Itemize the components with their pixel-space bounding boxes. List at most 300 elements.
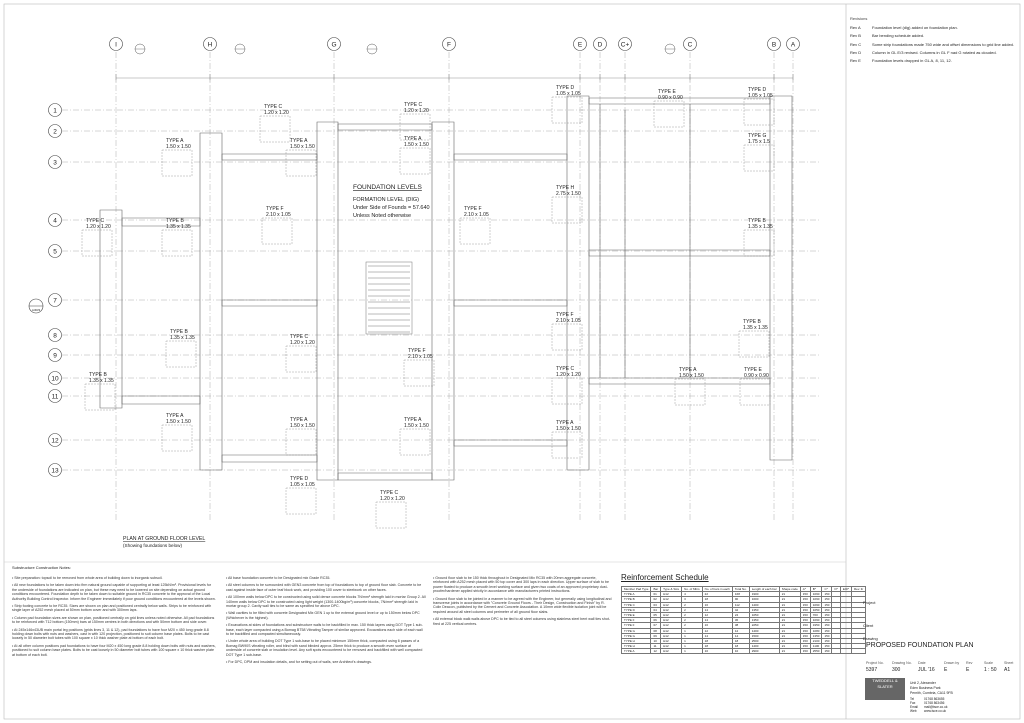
pad-foundation xyxy=(376,490,406,528)
schedule-header-cell: Type & Size xyxy=(661,587,682,592)
schedule-cell: TYPE H xyxy=(622,638,651,643)
revision-id: Rev A xyxy=(850,25,861,31)
schedule-cell: H12 xyxy=(661,592,682,597)
schedule-cell: 21 xyxy=(779,628,800,633)
strip-foundation xyxy=(432,122,454,480)
firm-contact-label: Fax xyxy=(910,701,916,705)
notes-column-3 xyxy=(433,576,613,629)
grid-row-label: 9 xyxy=(53,352,57,360)
schedule-cell: 1400 xyxy=(749,628,779,633)
schedule-header-cell: E/R* xyxy=(840,587,851,592)
schedule-cell: 2100 xyxy=(810,638,822,643)
grid-row-label: 12 xyxy=(51,437,59,445)
schedule-cell: 18 xyxy=(702,644,732,649)
schedule-cell: 150 xyxy=(800,607,810,612)
grid-row-label: 13 xyxy=(51,467,59,475)
schedule-cell: H12 xyxy=(661,602,682,607)
title-block-label: Date xyxy=(918,661,926,665)
firm-contact-label: Tel xyxy=(910,697,915,701)
schedule-header-cell: Shape code xyxy=(779,587,800,592)
schedule-cell: 21 xyxy=(779,623,800,628)
pad-type-label: TYPE A xyxy=(404,417,422,423)
schedule-cell: 02 xyxy=(651,597,661,602)
pad-foundation xyxy=(162,218,192,256)
pad-foundation xyxy=(286,334,316,372)
schedule-cell: 1400 xyxy=(749,602,779,607)
grid-row-label: 11 xyxy=(51,393,59,401)
grid-col-label: E xyxy=(577,41,583,49)
schedule-cell: 21 xyxy=(779,602,800,607)
schedule-cell: H12 xyxy=(661,633,682,638)
schedule-cell: 04 xyxy=(651,607,661,612)
grid-row-label: 2 xyxy=(53,128,57,136)
schedule-header-cell: Bar xyxy=(651,587,661,592)
pad-type-label: TYPE C xyxy=(404,102,423,108)
reinforcement-schedule-table xyxy=(621,586,866,654)
grid-col-label: F xyxy=(447,41,451,49)
pad-type-label: TYPE B xyxy=(89,372,107,378)
grid-row-label: 3 xyxy=(53,159,57,167)
pad-size-label: 0.90 x 0.90 xyxy=(658,95,683,101)
pad-foundation xyxy=(262,206,292,244)
schedule-cell: 1090 xyxy=(810,618,822,623)
schedule-cell: 14 xyxy=(732,633,749,638)
schedule-cell: 18 xyxy=(702,597,732,602)
schedule-cell: TYPE E xyxy=(622,612,651,617)
pad-size-label: 1.20 x 1.20 xyxy=(290,340,315,346)
revision-text: Column in GL E/3 revised. Columns in GL F nad G rotated as clouded. xyxy=(872,49,997,55)
grid-col-label: B xyxy=(771,41,777,49)
firm-contact-value: 01768 863456 xyxy=(924,701,945,705)
schedule-cell: 1 xyxy=(682,628,703,633)
schedule-cell: 42 xyxy=(732,607,749,612)
strip-foundation xyxy=(200,133,222,470)
schedule-header-cell: A* xyxy=(800,587,810,592)
notes-title: Substructure Construction Notes: xyxy=(12,565,71,570)
pad-foundation xyxy=(400,136,430,174)
schedule-cell: 1100 xyxy=(810,644,822,649)
firm-name: TWEDDELL & SLATER xyxy=(872,678,898,689)
schedule-cell: 150 xyxy=(800,623,810,628)
schedule-cell: 14 xyxy=(702,618,732,623)
pad-type-label: TYPE B xyxy=(748,218,766,224)
schedule-cell xyxy=(832,649,840,654)
grid-col-label: H xyxy=(207,41,213,49)
pad-foundation xyxy=(166,329,196,367)
grid-col-label: A xyxy=(790,41,796,49)
revision-text: Some strip foundations made 750 wide and offset dimensions to grid line added. xyxy=(872,41,1015,47)
schedule-cell: 150 xyxy=(822,607,832,612)
plan-subtitle: (Showing foundations below) xyxy=(123,543,182,548)
schedule-cell: 09 xyxy=(651,633,661,638)
schedule-cell: 18 xyxy=(732,644,749,649)
schedule-cell: TYPE G xyxy=(622,628,651,633)
schedule-cell: 1050 xyxy=(810,607,822,612)
schedule-cell: 150 xyxy=(822,623,832,628)
strip-foundation xyxy=(222,154,317,160)
pad-size-label: 0.90 x 0.90 xyxy=(744,373,769,379)
title-block-value: 1 : 50 xyxy=(984,667,997,673)
pad-type-label: TYPE A xyxy=(404,136,422,142)
project-label: Project xyxy=(863,600,876,605)
title-block-label: Rev xyxy=(966,661,973,665)
construction-note: • Ground floor slab to be jointed in a manner to be agreed with the Engineer, but generally using longitudinal and transverse joints in accordance with "Concrete Ground Floors - Their Design, Construction and Finish" by R. Colin Deacon, published by the Cement and Concrete Association. A 10mm wide flexible isolation joint will be required around all steel columns and perimeter of all ground floor slabs. xyxy=(433,596,612,614)
construction-note: • Wall cavities to be filled with concrete Designated Mix GEN 1 up to the external ground level or up to 150mm below DPC (Whichever is the highest). xyxy=(226,611,420,620)
firm-address-line: Eden Business Park xyxy=(910,686,941,690)
grid-row-label: 7 xyxy=(53,297,57,305)
schedule-cell: 11 xyxy=(651,644,661,649)
pad-size-label: 1.35 x 1.35 xyxy=(89,378,114,384)
strip-foundation xyxy=(338,124,432,130)
firm-contact-value: 01768 863655 xyxy=(924,697,945,701)
schedule-cell: 4 xyxy=(682,592,703,597)
schedule-cell: 12 xyxy=(732,628,749,633)
pad-type-label: TYPE D xyxy=(556,85,575,91)
pad-type-label: TYPE F xyxy=(266,206,284,212)
schedule-cell: 1500 xyxy=(749,633,779,638)
schedule-cell: 1900 xyxy=(749,592,779,597)
pad-foundation xyxy=(400,417,430,455)
pad-size-label: 1.50 x 1.50 xyxy=(679,373,704,379)
pad-type-label: TYPE A xyxy=(290,417,308,423)
schedule-cell: 112 xyxy=(732,602,749,607)
pad-type-label: TYPE A xyxy=(166,138,184,144)
schedule-cell: TYPE F xyxy=(622,618,651,623)
construction-note: • At all other column positions pad foundations to have four M20 x 450 long grade 8.8 holding down bolts with nuts and washers, positioned to suit column base plates. Bolts to be cast loosely in 50 diameter bolt tubes with 100 square x 10 thick washer plate at bottom of each bolt. xyxy=(12,643,216,657)
pad-size-label: 1.35 x 1.35 xyxy=(743,325,768,331)
title-block-value: A1 xyxy=(1004,667,1011,673)
schedule-cell: H12 xyxy=(661,612,682,617)
construction-note: • Site preparation: topsoil to be removed from whole area of building down to inorganic subsoil. xyxy=(12,576,163,580)
schedule-cell: 18 xyxy=(702,638,732,643)
schedule-cell: 21 xyxy=(779,607,800,612)
pad-foundation xyxy=(460,206,490,244)
revision-id: Rev D xyxy=(850,49,862,55)
pad-foundation xyxy=(260,104,290,142)
pad-foundation xyxy=(744,87,774,125)
strip-foundation xyxy=(770,96,792,460)
firm-contact-value: mail@tsce.co.uk xyxy=(924,705,948,709)
pad-foundation xyxy=(739,319,769,357)
grid-col-label: D xyxy=(597,41,603,49)
pad-foundation xyxy=(82,218,112,256)
schedule-cell: 05 xyxy=(651,612,661,617)
grid-col-label: C xyxy=(687,41,693,49)
revisions-list xyxy=(850,25,1020,63)
schedule-cell: TYPE B xyxy=(622,597,651,602)
schedule-cell: 150 xyxy=(822,602,832,607)
schedule-cell: 150 xyxy=(800,592,810,597)
revision-row xyxy=(850,50,1020,55)
revision-row xyxy=(850,42,1020,47)
schedule-cell: 22 xyxy=(702,592,732,597)
schedule-cell: 150 xyxy=(822,628,832,633)
schedule-cell: TYPE F xyxy=(622,623,651,628)
schedule-cell xyxy=(851,649,865,654)
schedule-cell: 3 xyxy=(682,597,703,602)
schedule-cell: 1050 xyxy=(749,612,779,617)
schedule-cell: 03 xyxy=(651,602,661,607)
revision-text: Bar bending schedule added. xyxy=(872,33,925,39)
schedule-cell: 14 xyxy=(702,607,732,612)
schedule-cell: 07 xyxy=(651,623,661,628)
schedule-cell: 150 xyxy=(822,644,832,649)
foundation-levels-heading: FOUNDATION LEVELS xyxy=(353,184,422,191)
schedule-cell: 150 xyxy=(822,597,832,602)
schedule-cell: H12 xyxy=(661,607,682,612)
pad-foundation xyxy=(654,89,684,127)
revisions-header: Revisions xyxy=(850,16,868,21)
schedule-cell: 2 xyxy=(682,607,703,612)
schedule-cell: 1090 xyxy=(810,592,822,597)
pad-type-label: TYPE G xyxy=(748,133,767,139)
pad-size-label: 2.75 x 1.50 xyxy=(556,191,581,197)
schedule-cell: TYPE A xyxy=(622,649,651,654)
schedule-cell: 2900 xyxy=(749,649,779,654)
strip-foundation xyxy=(454,154,567,160)
schedule-cell: 1350 xyxy=(749,618,779,623)
pad-foundation xyxy=(400,102,430,140)
schedule-cell: 150 xyxy=(822,618,832,623)
construction-note: • Ground floor slab to be 150 thick throughout in Designated Mix RC35 with 20mm aggregate concrete, reinforced with A252 mesh placed with 50 top cover and 300 laps in each direction. Upper surface of slab to be power floated to produce a smooth level working surface and given two coats of an approved proprietary dust-proofer/hardener applied strictly in accordance with manufacturers printed instructions. xyxy=(433,576,609,594)
pad-foundation xyxy=(404,348,434,386)
schedule-cell: 150 xyxy=(800,638,810,643)
pad-type-label: TYPE C xyxy=(380,490,399,496)
schedule-cell: 08 xyxy=(651,628,661,633)
construction-note: • All external block walk walls above DPC to be tied to all steel columns using stainless steel bent wall ties shot-fired at 225 vertical centres. xyxy=(433,617,611,626)
grid-col-label: I xyxy=(115,41,117,49)
pad-type-label: TYPE A xyxy=(290,138,308,144)
schedule-cell: H12 xyxy=(661,644,682,649)
notes-column-1 xyxy=(12,576,217,660)
schedule-cell xyxy=(840,649,851,654)
pad-size-label: 1.05 x 1.05 xyxy=(748,93,773,99)
revision-row xyxy=(850,25,1020,30)
schedule-cell: 150 xyxy=(800,602,810,607)
pad-type-label: TYPE C xyxy=(86,218,105,224)
schedule-cell: 14 xyxy=(702,633,732,638)
grid-row-label: 5 xyxy=(53,248,57,256)
pad-foundation xyxy=(286,138,316,176)
pad-size-label: 1.50 x 1.50 xyxy=(290,144,315,150)
revision-text: Foundation levels dropped in GL A, 8, 11, 12. xyxy=(872,58,952,64)
grid-col-label: C+ xyxy=(620,41,630,49)
pad-type-label: TYPE F xyxy=(408,348,426,354)
schedule-cell: 21 xyxy=(779,618,800,623)
construction-note: • At 245x146x43UB main portal leg positions (grids lines 3, 11 & 12), pad foundations to have four M20 x 450 long grade 8.8 holding down bolts with nuts and washers, cast in with 120 projection, positioned to suit column base plates. Bolts to be cast loosely in 50 diameter bolt tubes with 100 square x 10 thick washer plate at bottom of each bolt. xyxy=(12,627,210,641)
title-block-value: E xyxy=(966,667,970,673)
pad-type-label: TYPE A xyxy=(556,420,574,426)
section-marker xyxy=(29,299,43,313)
schedule-cell: 21 xyxy=(779,638,800,643)
revision-row xyxy=(850,58,1020,63)
revision-text: Foundation level (dig) added on foundation plan. xyxy=(872,25,958,31)
strip-foundation xyxy=(222,455,317,462)
revision-id: Rev B xyxy=(850,33,861,39)
grid-row-label: 1 xyxy=(53,107,57,115)
schedule-cell: 21 xyxy=(779,597,800,602)
schedule-cell: 21 xyxy=(779,633,800,638)
pad-type-label: TYPE A xyxy=(679,367,697,373)
schedule-cell: TYPE C xyxy=(622,602,651,607)
schedule-cell: 12 xyxy=(651,649,661,654)
foundation-levels-line2: Under Side of Founds = 57.640 xyxy=(353,205,430,211)
schedule-header-cell: No. of bars in each xyxy=(702,587,732,592)
schedule-cell: 01 xyxy=(651,592,661,597)
schedule-cell: 150 xyxy=(800,612,810,617)
schedule-cell: 2 xyxy=(682,618,703,623)
schedule-cell: H12 xyxy=(661,623,682,628)
schedule-cell: 2 xyxy=(682,612,703,617)
pad-size-label: 1.20 x 1.20 xyxy=(380,496,405,502)
schedule-cell: TYPE H xyxy=(622,644,651,649)
schedule-cell: 1090 xyxy=(810,602,822,607)
schedule-cell: 16 xyxy=(702,623,732,628)
schedule-cell: 2 xyxy=(682,623,703,628)
pad-size-label: 1.05 x 1.05 xyxy=(290,482,315,488)
pad-foundation xyxy=(740,367,770,405)
schedule-cell: 06 xyxy=(651,618,661,623)
schedule-cell: 150 xyxy=(822,638,832,643)
pad-size-label: 2.10 x 1.05 xyxy=(556,318,581,324)
construction-note: • All steel columns to be surrounded with GEN3 concrete from top of foundations to top of ground floor slab. Concrete to be cast against inside face of outer leaf block work, and providing 100 cover to steelwork on other faces. xyxy=(226,583,422,592)
firm-address-line: Penrith, Cumbria, CA11 9FB xyxy=(910,691,953,695)
construction-note: • Excavations at sides of foundations and substructure walls to be backfilled in max. 150 thick layers using DOT Type 1 sub-base, each layer compacted using a Bomag BT58 Vibrating Tamper of similar approved. Excavations each side of each wall to be backfilled and compacted simultaneously. xyxy=(226,623,423,637)
firm-address-line: Unit 2, Alexander xyxy=(910,681,936,685)
pad-size-label: 1.35 x 1.35 xyxy=(170,335,195,341)
schedule-header-cell: B* xyxy=(810,587,822,592)
pad-type-label: TYPE B xyxy=(170,329,188,335)
strip-foundation xyxy=(454,440,567,446)
pad-size-label: 1.75 x 1.5 xyxy=(748,139,770,145)
pad-type-label: TYPE F xyxy=(556,312,574,318)
schedule-cell: 1 xyxy=(682,638,703,643)
title-block-label: Sheet xyxy=(1004,661,1014,665)
schedule-cell: 10 xyxy=(732,649,749,654)
schedule-cell: 1090 xyxy=(810,597,822,602)
grid-col-label: G xyxy=(331,41,337,49)
schedule-cell: 150 xyxy=(800,597,810,602)
construction-note: • Strip footing concrete to be RC35. Sizes are shown on plan and positioned centrally below walls. Strips to be reinforced with single layer of A252 mesh placed at 50mm bottom cover and with 300mm laps. xyxy=(12,604,212,613)
strip-foundation xyxy=(338,473,432,480)
pad-type-label: TYPE B xyxy=(166,218,184,224)
foundation-levels-line1: FORMATION LEVEL (DIG) xyxy=(353,197,420,203)
firm-contact-value: www.tsce.co.uk xyxy=(924,709,946,713)
schedule-cell: 1950 xyxy=(810,623,822,628)
schedule-cell: 2 xyxy=(682,602,703,607)
schedule-title: Reinforcement Schedule xyxy=(621,573,709,582)
pad-size-label: 1.50 x 1.50 xyxy=(166,144,191,150)
schedule-cell: 12 xyxy=(702,628,732,633)
pad-size-label: 2.10 x 1.05 xyxy=(408,354,433,360)
pad-type-label: TYPE C xyxy=(556,366,575,372)
schedule-cell: 24 xyxy=(732,612,749,617)
strip-foundation xyxy=(454,300,567,306)
schedule-cell: H12 xyxy=(661,597,682,602)
schedule-cell: 2500 xyxy=(749,638,779,643)
strip-foundation xyxy=(122,396,200,404)
schedule-cell: 150 xyxy=(822,649,832,654)
schedule-cell: 21 xyxy=(779,592,800,597)
title-block-value: JUL '16 xyxy=(918,667,935,673)
schedule-cell: 1 xyxy=(682,649,703,654)
schedule-cell: 150 xyxy=(800,644,810,649)
schedule-cell: 1080 xyxy=(810,628,822,633)
pad-type-label: TYPE D xyxy=(290,476,309,482)
drawing-title: PROPOSED FOUNDATION PLAN xyxy=(866,642,974,649)
schedule-header-cell: D* xyxy=(832,587,840,592)
pad-size-label: 1.50 x 1.50 xyxy=(166,419,191,425)
schedule-cell: 168 xyxy=(732,592,749,597)
firm-contact-label: Web xyxy=(910,709,917,713)
plan-title: PLAN AT GROUND FLOOR LEVEL xyxy=(123,536,206,542)
schedule-cell: 21 xyxy=(779,649,800,654)
section-marker-label: A/4R3 xyxy=(31,308,41,312)
notes-column-2 xyxy=(226,576,426,668)
pad-size-label: 1.50 x 1.50 xyxy=(404,142,429,148)
pad-size-label: 2.10 x 1.05 xyxy=(464,212,489,218)
revision-id: Rev E xyxy=(850,58,861,64)
revisions-panel xyxy=(850,16,1020,66)
schedule-cell: 150 xyxy=(822,592,832,597)
schedule-cell: 1350 xyxy=(749,607,779,612)
schedule-cell: 150 xyxy=(800,628,810,633)
pad-size-label: 1.20 x 1.20 xyxy=(556,372,581,378)
schedule-cell: 38 xyxy=(732,623,749,628)
schedule-cell: 21 xyxy=(779,612,800,617)
stair-outline xyxy=(366,262,412,334)
schedule-cell: TYPE D xyxy=(622,607,651,612)
grid-row-label: 4 xyxy=(53,217,57,225)
schedule-cell: H12 xyxy=(661,628,682,633)
schedule-header-cell: No. of Mbrs xyxy=(682,587,703,592)
schedule-cell: 1 xyxy=(682,633,703,638)
drawing-label: Drawing xyxy=(863,636,878,641)
pad-foundation xyxy=(162,413,192,451)
pad-size-label: 2.10 x 1.05 xyxy=(266,212,291,218)
client-label: Client xyxy=(863,623,874,628)
revision-row xyxy=(850,33,1020,38)
schedule-cell: 150 xyxy=(800,649,810,654)
firm-logo xyxy=(865,678,905,700)
pad-foundation xyxy=(286,476,316,514)
schedule-cell: 16 xyxy=(702,602,732,607)
pad-size-label: 1.50 x 1.50 xyxy=(556,426,581,432)
title-block-label: Scale xyxy=(984,661,993,665)
pad-type-label: TYPE A xyxy=(166,413,184,419)
schedule-cell: TYPE A xyxy=(622,592,651,597)
title-block-value: 5397 xyxy=(866,667,878,673)
schedule-cell: 90 xyxy=(732,597,749,602)
pad-size-label: 1.05 x 1.05 xyxy=(556,91,581,97)
pad-size-label: 1.20 x 1.20 xyxy=(86,224,111,230)
pad-foundation xyxy=(286,417,316,455)
title-block-value: 300 xyxy=(892,667,901,673)
revision-id: Rev C xyxy=(850,41,862,47)
schedule-cell: 10 xyxy=(651,638,661,643)
grid-row-label: 10 xyxy=(51,375,59,383)
pad-size-label: 1.50 x 1.50 xyxy=(404,423,429,429)
pad-size-label: 1.50 x 1.50 xyxy=(290,423,315,429)
pad-type-label: TYPE C xyxy=(290,334,309,340)
pad-size-label: 1.20 x 1.20 xyxy=(264,110,289,116)
pad-size-label: 1.35 x 1.35 xyxy=(748,224,773,230)
schedule-header-cell: C* xyxy=(822,587,832,592)
construction-note: • For DPC, DPM and insulation details, and for setting out of walls, see Architect's drawings. xyxy=(226,660,372,665)
schedule-cell: 150 xyxy=(822,633,832,638)
construction-note: • All 100mm walls below DPC to be constructed using solid dense concrete blocks 7N/mm² strength laid in mortar Group 2. All 140mm walls below DPC to be constructed using light weight (1300-1400kg/m³) concrete blocks, 7N/mm² strength laid in mortar group 2. Cavity wall ties to be same as specified for above DPC. xyxy=(226,595,426,609)
schedule-header-cell: Total No. xyxy=(732,587,749,592)
